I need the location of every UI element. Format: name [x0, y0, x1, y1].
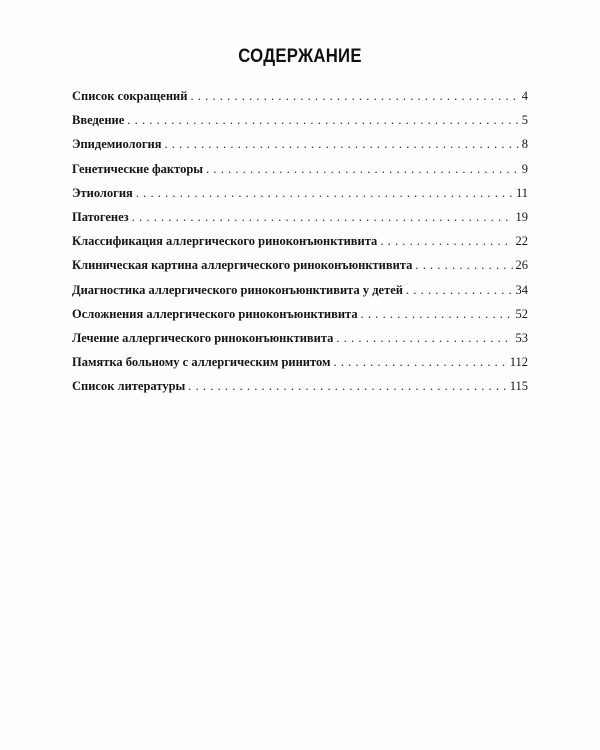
toc-entry-label: Лечение аллергического риноконъюнктивита: [72, 330, 334, 345]
toc-entry-page: 115: [509, 379, 528, 394]
toc-leader-dots: [188, 374, 506, 398]
toc-entry[interactable]: [72, 108, 528, 132]
toc-entry[interactable]: [72, 181, 528, 205]
toc-entry[interactable]: [72, 205, 528, 229]
toc-entry[interactable]: [72, 278, 528, 302]
toc-leader-dots: [136, 181, 513, 205]
toc-entry-page: 112: [509, 355, 528, 370]
toc-entry-label: Классификация аллергического риноконъюнктивита: [72, 234, 378, 249]
toc-leader-dots: [334, 350, 507, 374]
toc-leader-dots: [127, 108, 518, 132]
toc-entry-label: Памятка больному с аллергическим ринитом: [72, 355, 331, 370]
toc-entry-label: Патогенез: [72, 209, 129, 224]
toc-leader-dots: [190, 84, 518, 108]
toc-leader-dots: [361, 302, 513, 326]
toc-entry[interactable]: [72, 374, 528, 398]
toc-entry-page: 4: [521, 89, 528, 103]
toc-entry-page: 8: [521, 137, 528, 152]
toc-entry-label: Клиническая картина аллергического риноконъюнктивита: [72, 258, 413, 273]
toc-leader-dots: [336, 326, 512, 350]
toc-entry-label: Этиология: [72, 185, 133, 200]
toc-entry-page: 26: [515, 258, 528, 273]
toc-entry[interactable]: [72, 350, 528, 374]
toc-entry-page: 22: [515, 234, 528, 249]
toc-entry-label: Генетические факторы: [72, 161, 204, 176]
toc-entry[interactable]: [72, 326, 528, 350]
toc-entry-page: 53: [515, 330, 528, 345]
toc-entry-page: 11: [515, 185, 528, 200]
toc-entry[interactable]: [72, 229, 528, 253]
page-title: СОДЕРЖАНИЕ: [238, 46, 362, 67]
toc-entry[interactable]: [72, 302, 528, 326]
toc-leader-dots: [380, 229, 512, 253]
toc-entry-label: Список сокращений: [72, 89, 188, 103]
toc-entry-page: 34: [515, 282, 528, 297]
toc-entry-label: Осложнения аллергического риноконъюнктивита: [72, 306, 358, 321]
toc-entry-page: 52: [515, 306, 528, 321]
toc-leader-dots: [406, 278, 513, 302]
toc-entry-label: Список литературы: [72, 379, 186, 394]
toc-entry-page: 19: [515, 209, 528, 224]
toc-entry-label: Диагностика аллергического риноконъюнктивита у детей: [72, 282, 403, 297]
toc-entry-page: 5: [521, 113, 528, 128]
toc-entry[interactable]: [72, 157, 528, 181]
toc-entry-page: 9: [521, 161, 528, 176]
toc-entry[interactable]: [72, 132, 528, 156]
toc-entry[interactable]: [72, 253, 528, 277]
toc-leader-dots: [206, 157, 519, 181]
toc-entry-label: Введение: [72, 113, 125, 128]
toc-leader-dots: [164, 132, 518, 156]
toc-leader-dots: [415, 253, 512, 277]
table-of-contents: [72, 84, 528, 398]
toc-entry[interactable]: [72, 84, 528, 108]
toc-leader-dots: [132, 205, 513, 229]
toc-entry-label: Эпидемиология: [72, 137, 162, 152]
